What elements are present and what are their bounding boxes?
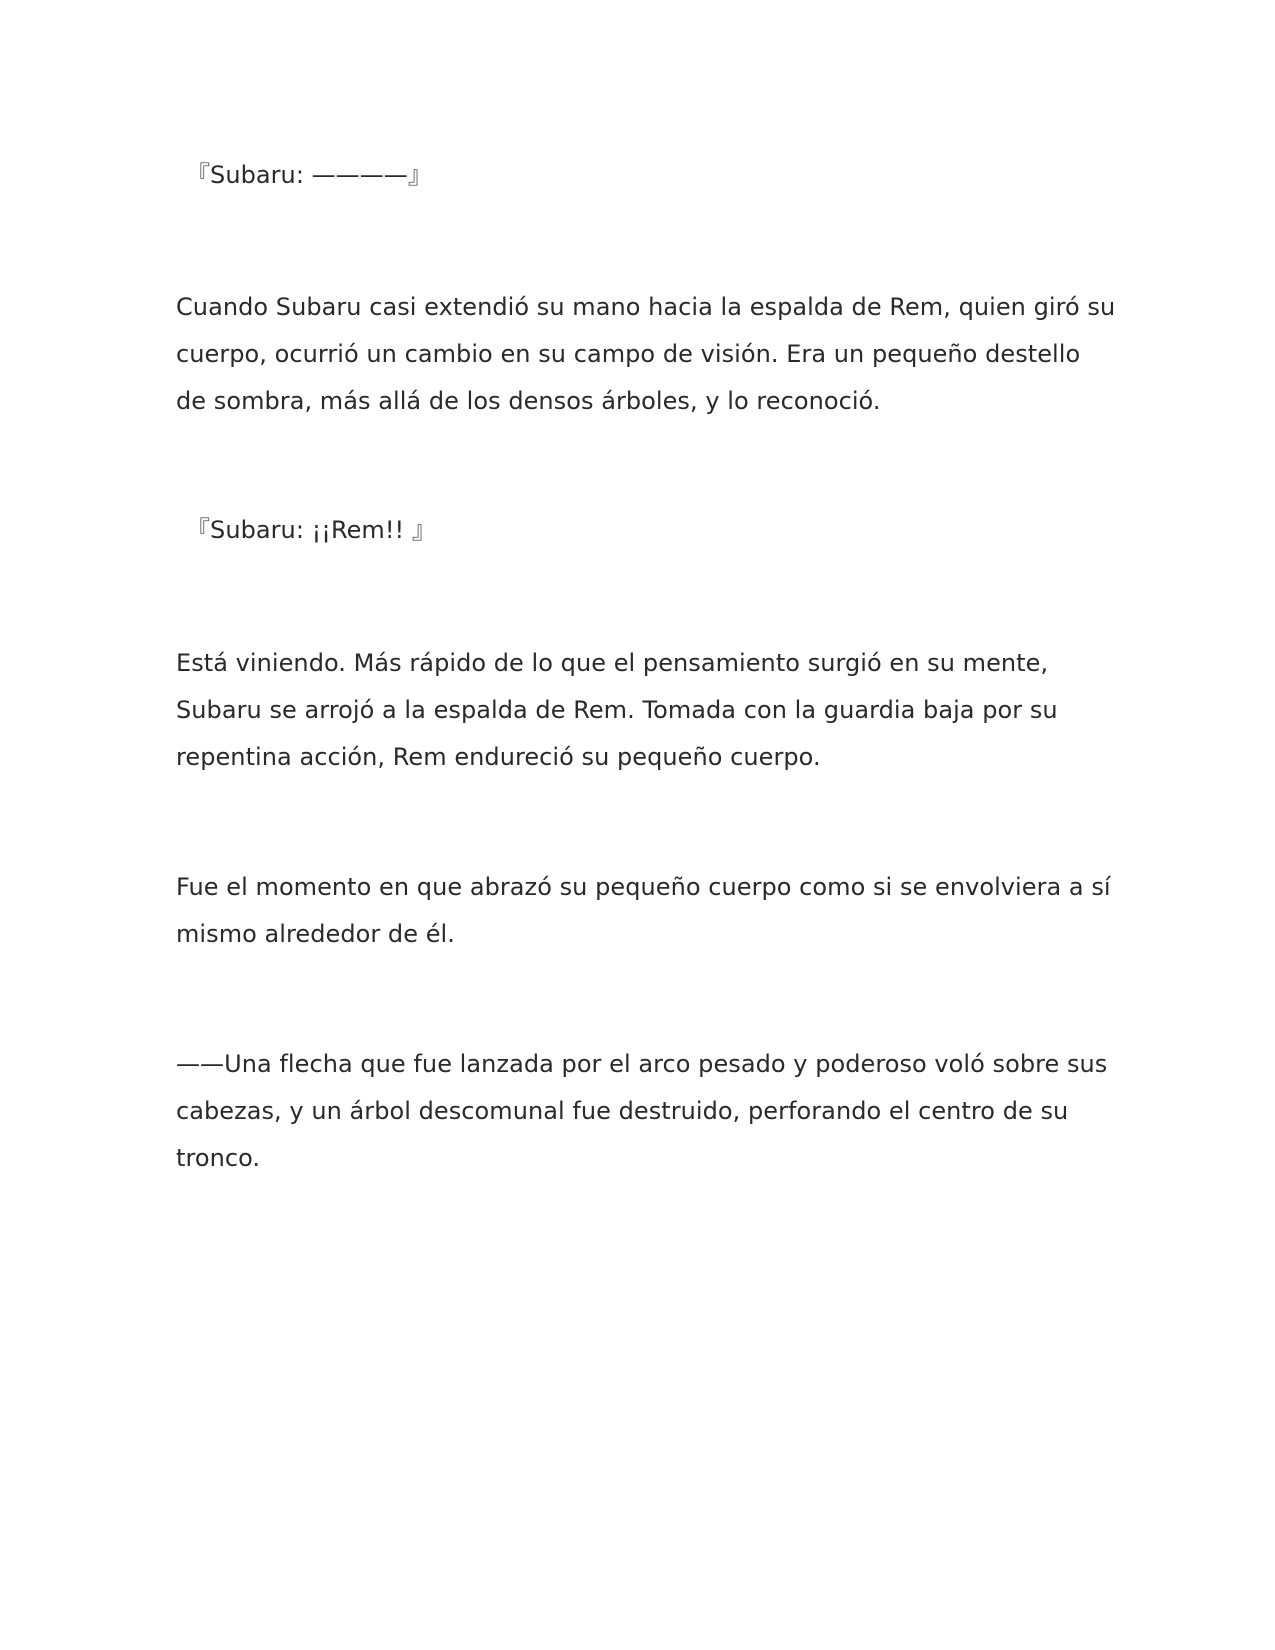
text-line: ——Una flecha que fue lanzada por el arco pesado y poderoso voló sobre sus	[176, 1050, 1108, 1078]
text-line: tronco.	[176, 1144, 261, 1172]
text-line: Subaru se arrojó a la espalda de Rem. Tomada con la guardia baja por su	[176, 696, 1058, 724]
text-line: repentina acción, Rem endureció su pequeño cuerpo.	[176, 743, 821, 771]
paragraph-subaru-throws	[176, 640, 1106, 781]
text-line: Fue el momento en que abrazó su pequeño cuerpo como si se envolviera a sí	[176, 873, 1111, 901]
text-line: cabezas, y un árbol descomunal fue destruido, perforando el centro de su	[176, 1097, 1069, 1125]
text-line: Está viniendo. Más rápido de lo que el pensamiento surgió en su mente,	[176, 649, 1049, 677]
paragraph-arrow	[176, 1041, 1106, 1182]
paragraph-embrace	[176, 864, 1111, 958]
text-line: cuerpo, ocurrió un cambio en su campo de visión. Era un pequeño destello	[176, 340, 1081, 368]
paragraph-subaru-reaches	[176, 284, 1116, 425]
text-line: mismo alrededor de él.	[176, 920, 455, 948]
dialogue-subaru-silence	[186, 152, 1116, 199]
text-line: 『Subaru: ¡¡Rem!! 』	[186, 516, 436, 544]
text-line: Cuando Subaru casi extendió su mano hacia la espalda de Rem, quien giró su	[176, 293, 1116, 321]
text-line: de sombra, más allá de los densos árboles, y lo reconoció.	[176, 387, 881, 415]
text-line: 『Subaru: ————』	[186, 161, 432, 189]
dialogue-subaru-rem	[186, 507, 1116, 554]
